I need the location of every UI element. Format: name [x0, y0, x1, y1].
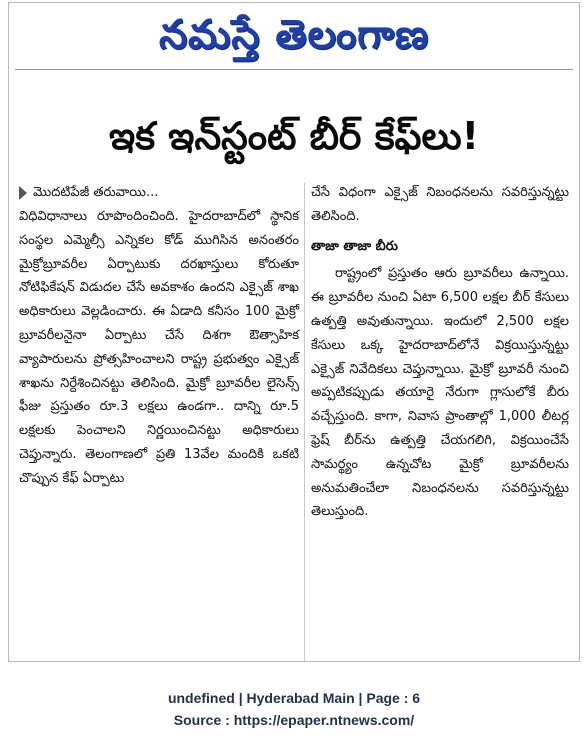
newspaper-clipping [8, 2, 580, 662]
article-column-2 [311, 181, 569, 524]
article-paragraph: విధివిధానాలు రూపొందించింది. హైదరాబాద్‌లో స్థానిక సంస్థల ఎమ్మెల్సీ ఎన్నికల కోడ్ ముగిసిన అనంతరం మైక్రోబ్రూవరీల ఏర్పాటుకు దరఖాస్తులు కోరుతూ నోటిఫికేషన్ విడుదల చేసే అవకాశం ఉందని ఎక్సైజ్ శాఖ అధికారులు వెల్లడించారు. ఈ ఏడాది కనీసం 100 మైక్రో బ్రూవరీలనైనా ఏర్పాటు చేసే దిశగా ఔత్సాహిక వ్యాపారులను ప్రోత్సహించాలని రాష్ట్ర ప్రభుత్వం ఎక్సైజ్ శాఖను నిర్దేశించినట్టు తెలిసింది. మైక్రో బ్రూవరీల లైసెన్స్ ఫీజు ప్రస్తుతం రూ.3 లక్షలు ఉండగా.. దాన్ని రూ.5 లక్షలకు పెంచాలని నిర్ణయించినట్టు అధికారులు చెప్తున్నారు. తెలంగాణలో ప్రతి 13వేల మందికి ఒకటి చొప్పున కేఫ్ ఏర్పాటు [19, 209, 299, 486]
article-paragraph: చేసే విధంగా ఎక్సైజ్ నిబంధనలను సవరిస్తున్నట్టు తెలిసింది. [311, 185, 569, 224]
arrow-right-icon [19, 186, 27, 200]
masthead: నమస్తే తెలంగాణ [158, 12, 430, 58]
headline: ఇక ఇన్‌స్టంట్ బీర్ కేఫ్‌లు! [109, 114, 479, 158]
section-subhead: తాజా తాజా బీరు [311, 238, 398, 254]
continuation-kicker [19, 181, 299, 205]
masthead-rule [15, 69, 573, 70]
kicker-text: మొదటిపేజీ తరువాయి... [33, 185, 159, 201]
column-divider [304, 183, 305, 661]
footer-page-info: undefined | Hyderabad Main | Page : 6 [167, 690, 421, 706]
article-column-1 [19, 181, 299, 491]
article-paragraph: రాష్ట్రంలో ప్రస్తుతం ఆరు బ్రూవరీలు ఉన్నాయి. ఈ బ్రూవరీల నుంచి ఏటా 6,500 లక్షల బీర్ కేసులు ఉత్పత్తి అవుతున్నాయి. ఇందులో 2,500 లక్షల కేసులు ఒక్క హైదరాబాద్‌లోనే విక్రయిస్తున్నట్టు ఎక్సైజ్ నివేదికలు చెప్తున్నాయి. మైక్రో బ్రూవరీ నుంచి అప్పటికప్పుడు తయారై నేరుగా గ్లాసులోకే బీరు వచ్చేస్తుంది. కాగా, నివాస ప్రాంతాల్లో 1,000 లీటర్ల ఫ్రెష్ బీర్‌ను ఉత్పత్తి చేయగలిగి, విక్రయించేసే సామర్థ్యం ఉన్నచోట మైక్రో బ్రూవరీలను అనుమతించేలా నిబంధనలను సవరిస్తున్నట్టు తెలుస్తుంది. [311, 266, 569, 520]
footer-source: Source : https://epaper.ntnews.com/ [173, 712, 415, 728]
